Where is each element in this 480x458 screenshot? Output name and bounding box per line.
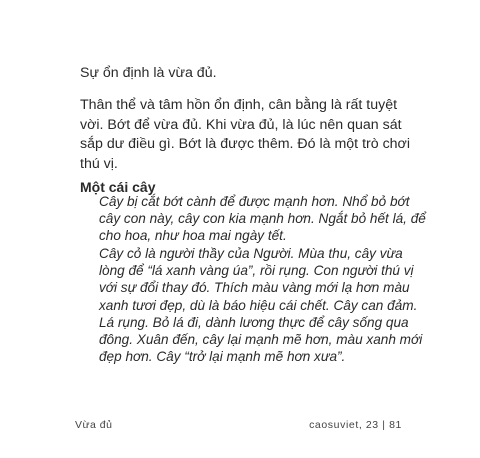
section-title: Một cái cây <box>80 179 156 195</box>
italic-stanza-2: Cây cỏ là người thầy của Người. Mùa thu, cây vừa lòng để “lá xanh vàng úa”, rồi rụng. Con người thú vị với sự đổi thay đó. Thích màu vàng mới lạ hơn màu xanh tươi đẹp, dù là báo hiệu cái chết. Cây can đảm. Lá rụng. Bỏ lá đi, dành lương thực để cây sống qua đông. Xuân đến, cây lại mạnh mẽ hơn, màu xanh mới đẹp hơn. Cây “trở lại mạnh mẽ hơn xưa”. <box>99 246 423 365</box>
italic-stanza-1: Cây bị cắt bớt cành để được mạnh hơn. Nhổ bỏ bớt cây con này, cây con kia mạnh hơn. Ngắt bỏ hết lá, để cho hoa, như hoa mai ngày tết. <box>99 194 426 244</box>
intro-paragraph: Sự ổn định là vừa đủ. <box>80 65 217 81</box>
footer-page-number: caosuviet, 23 | 81 <box>309 419 402 431</box>
body-paragraph: Thân thể và tâm hồn ổn định, cân bằng là rất tuyệt vời. Bớt để vừa đủ. Khi vừa đủ, là lúc nên quan sát sắp dư điều gì. Bớt là được thêm. Đó là một trò chơi thú vị. <box>80 97 411 172</box>
footer-chapter-title: Vừa đủ <box>75 419 113 431</box>
